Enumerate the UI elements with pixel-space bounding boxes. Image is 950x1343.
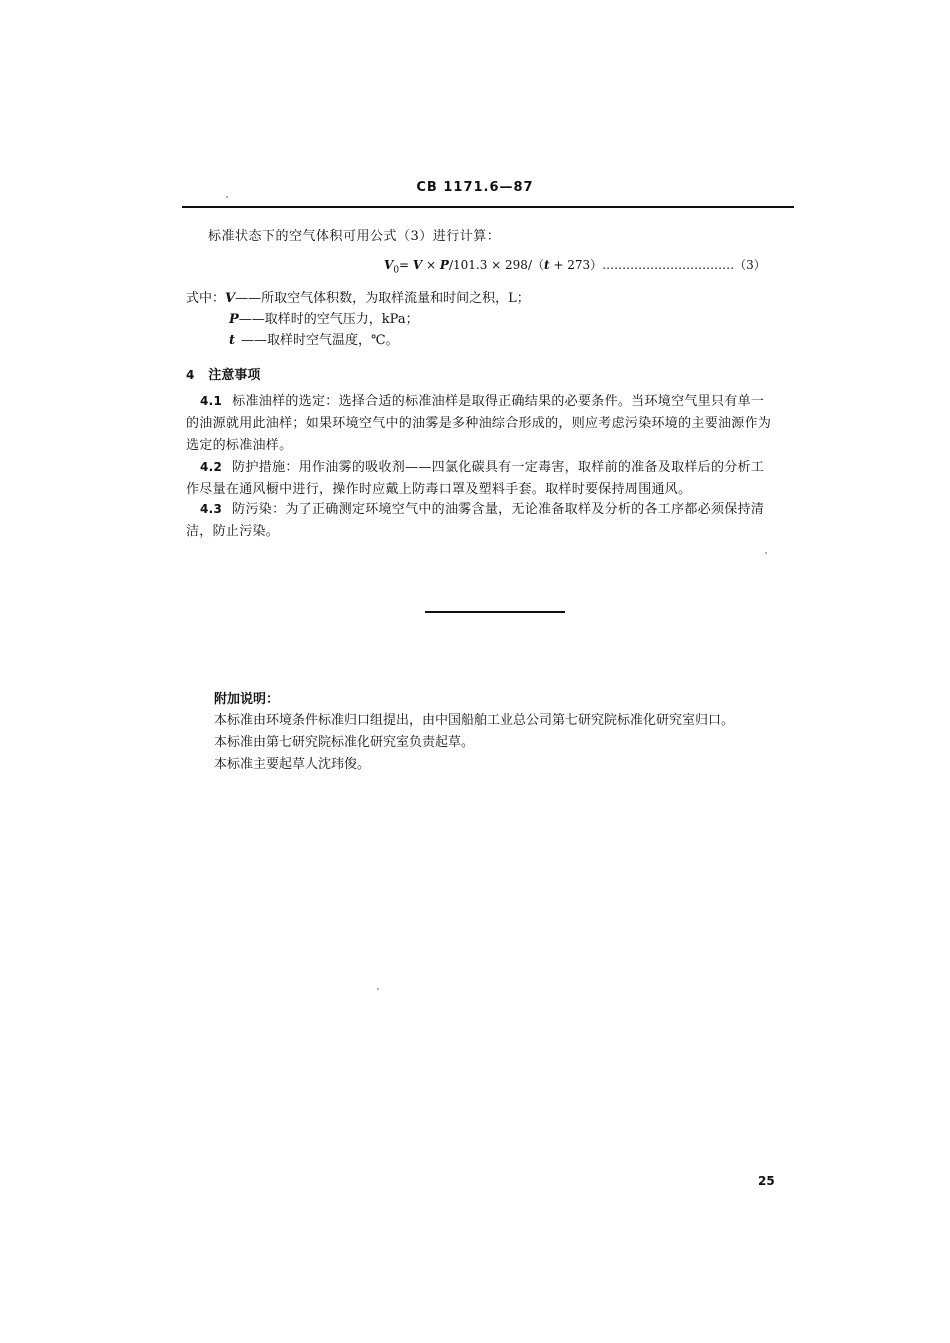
clause-number: 4.2 xyxy=(200,460,223,474)
formula-symbol-v0: V xyxy=(384,258,394,272)
clause-4-1 xyxy=(186,390,798,457)
variable-row-p xyxy=(229,309,419,331)
section-title: 注意事项 xyxy=(208,368,261,383)
clause-4-2 xyxy=(186,456,798,501)
section-number: 4 xyxy=(186,368,195,382)
header-divider xyxy=(182,206,794,208)
scan-speck xyxy=(226,196,228,198)
clause-text-line: 标准油样的选定：选择合适的标准油样是取得正确结果的必要条件。当环境空气里只有单一 xyxy=(232,394,765,409)
formula-3 xyxy=(384,256,766,275)
additional-note-line: 本标准由环境条件标准归口组提出，由中国船舶工业总公司第七研究院标准化研究室归口。 xyxy=(214,713,735,728)
page-number: 25 xyxy=(758,1174,775,1188)
additional-note-line: 本标准主要起草人沈玮俊。 xyxy=(214,757,371,772)
additional-notes-title: 附加说明： xyxy=(214,692,280,707)
clause-text-line: 洁，防止污染。 xyxy=(186,524,280,539)
formula-symbol-t: t xyxy=(543,258,550,272)
clause-4-3 xyxy=(186,498,798,543)
variable-row-v xyxy=(186,288,530,310)
section-heading xyxy=(186,364,260,383)
formula-subscript: 0 xyxy=(393,265,400,276)
variable-description: ——取样时空气温度，℃。 xyxy=(241,333,399,348)
scan-speck xyxy=(377,988,379,990)
clause-number: 4.3 xyxy=(200,502,223,516)
clause-number: 4.1 xyxy=(200,394,223,408)
formula-part-4: + 273）……………………………（3） xyxy=(549,258,766,272)
variable-symbol: t xyxy=(229,333,236,348)
variable-description: ——取样时的空气压力，kPa； xyxy=(238,312,419,327)
document-number: CB 1171.6—87 xyxy=(416,180,534,195)
additional-note-line: 本标准由第七研究院标准化研究室负责起草。 xyxy=(214,735,475,750)
variable-symbol: V xyxy=(225,291,236,306)
formula-intro: 标准状态下的空气体积可用公式（3）进行计算： xyxy=(208,229,501,244)
formula-part-3: /101.3 × 298/（ xyxy=(448,258,544,272)
variable-row-t xyxy=(229,330,399,352)
clause-text-line: 选定的标准油样。 xyxy=(186,438,293,453)
clause-text-line: 的油源就用此油样；如果环境空气中的油雾是多种油综合形成的，则应考虑污染环境的主要油源作为 xyxy=(186,416,772,431)
formula-symbol-v: V xyxy=(412,258,423,272)
clause-text-line: 防污染：为了正确测定环境空气中的油雾含量，无论准备取样及分析的各工序都必须保持清 xyxy=(232,502,765,517)
formula-part-2: × xyxy=(422,258,440,272)
clause-text-line: 防护措施：用作油雾的吸收剂——四氯化碳具有一定毒害，取样前的准备及取样后的分析工 xyxy=(232,460,765,475)
where-prefix: 式中： xyxy=(186,291,226,306)
variable-symbol: P xyxy=(229,312,239,327)
formula-part-1: = xyxy=(399,258,413,272)
clause-text-line: 作尽量在通风橱中进行，操作时应戴上防毒口罩及塑料手套。取样时要保持周围通风。 xyxy=(186,482,692,497)
formula-symbol-p: P xyxy=(439,258,449,272)
variable-description: ——所取空气体积数，为取样流量和时间之积，L； xyxy=(235,291,530,306)
end-of-text-rule xyxy=(425,611,565,613)
scan-speck xyxy=(765,552,767,554)
